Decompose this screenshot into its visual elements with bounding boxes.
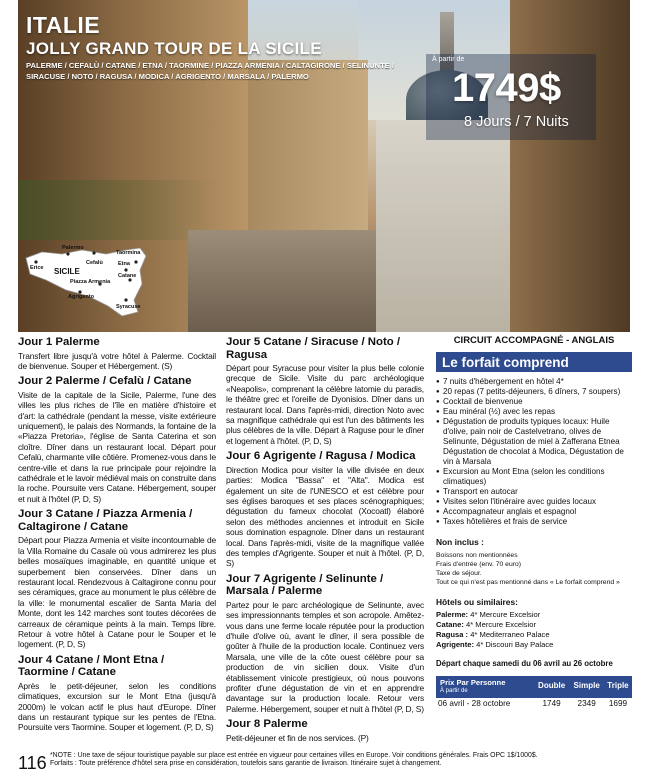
price-double: 1749 bbox=[542, 699, 561, 709]
map-label-palermo: Palermo bbox=[62, 245, 84, 251]
hotel-city: Catane: bbox=[436, 620, 464, 630]
day-title: Jour 3 Catane / Piazza Armenia / Caltagirone / Catane bbox=[18, 508, 193, 533]
forfait-item: ● 7 nuits d'hébergement en hôtel 4* bbox=[436, 377, 632, 387]
price-prefix: À partir de bbox=[432, 56, 465, 63]
map-label-catane: Catane bbox=[118, 273, 137, 279]
day-text: Partez pour le parc archéologique de Selinunte, avec ses impressionnants temples et son acropole. Amêtez-vous dans une ferme locale réputée pour la production d'huile d'olive où, avant le dîner, il sera possible de goûter à l'huile de la production locale. Continuez vers Marsala, une ville de la côte ouest célèbre pour sa production de vin sicilien doux. Visite d'un établissement vinicole prestigieux, où nous pouvons profiter d'une dégustation de vin et en apprendre davantage sur la production locale. Retour vers Palerme. Hébergement, souper et nuit à l'hôtel (P, D, S) bbox=[226, 599, 424, 714]
package-column bbox=[436, 336, 632, 712]
day-text: Petit-déjeuner et fin de nos services. (P) bbox=[226, 732, 369, 743]
sicily-map bbox=[22, 234, 156, 322]
forfait-item: ● Taxes hôtelières et frais de service bbox=[436, 517, 632, 527]
map-label-region: SICILE bbox=[54, 267, 80, 276]
map-label-taormina: Taormina bbox=[116, 250, 141, 256]
day-title: Jour 4 Catane / Mont Etna / Taormine / Catane bbox=[18, 653, 165, 679]
itinerary-column-2 bbox=[226, 336, 424, 743]
day-text: Départ pour Piazza Armenia et visite incontournable de la Villa Romaine du Casale où vous admirerez les plus belles mosaïques imaginable, en quantité unique et superbement bien conservées. Dîner dans un restaurant local. Rendezvous à Caltagirone connu pour ses céramiques, grace au monument le plus célèbre de la ville: le monumental escalier de Santa Maria del Monte, dont les 142 marches sont toutes décorées de carreaux de céramique peints à la main. Temps libre. Retour à votre hôtel à Catane pour le Souper et le logement. (P, D, S) bbox=[18, 535, 216, 650]
non-inclus-list bbox=[436, 551, 632, 587]
non-inclus-item: Taxe de séjour. bbox=[436, 569, 482, 577]
day-title: Jour 6 Agrigente / Ragusa / Modica bbox=[226, 450, 416, 463]
forfait-list bbox=[436, 377, 632, 527]
non-inclus-item: Tout ce qui n'est pas mentionné dans « Le forfait comprend » bbox=[436, 578, 620, 586]
forfait-item: ● Accompagnateur anglais et espagnol bbox=[436, 507, 632, 517]
footer-note bbox=[50, 752, 632, 768]
map-label-erice: Erice bbox=[30, 265, 44, 271]
hotel-name: 4* Discouri Bay Palace bbox=[476, 640, 554, 650]
destination-title: ITALIE bbox=[26, 12, 101, 38]
day-title: Jour 2 Palerme / Cefalù / Catane bbox=[18, 375, 192, 388]
day-text: Départ pour Syracuse pour visiter la plus belle colonie grecque de Sicile. Visite du parc archéologique «Neapolis», comprenant la célèbre latomie du paradis, le théâtre grec et l'oreille de Dyonisios. Dîner dans un restaurant local. Dans l'après-midi, direction Noto avec sa magnifique cathédrale qui est l'un des bâtiments les plus célèbres de la ville. Départ à Raguse pour le dîner et logement à l'hôtel. (P, D, S) bbox=[226, 363, 424, 446]
tour-cities: PALERME / CEFALÙ / CATANE / ETNA / TAORMINE / PIAZZA ARMENIA / CALTAGIRONE / SELINUNTE / SIRACUSE / NOTO / RAGUSA / MODICA / AGRIGENTO / MARSALA / PALERMO bbox=[26, 61, 395, 81]
day-title: Jour 1 Palerme bbox=[18, 336, 100, 348]
hotel-city: Agrigente: bbox=[436, 640, 474, 650]
hotel-row bbox=[436, 610, 632, 620]
day-text: Direction Modica pour visiter la ville divisée en deux parties: Modica "Bassa" et "Alta". Modica est également un site de l'UNESCO et est célèbre pour ses églises baroques et ses places scénographiques; dégustation du fameux chocolat (Xocoatl) élaboré selon des méthodes anciennes et introduit en Sicile sous domination espagnole. Dîner dans un restaurant local. Dans l'après-midi, visite de la magnifique vallée des temples d'Agrigente. Souper et nuit à l'hôtel. (P, D, S) bbox=[226, 464, 424, 569]
day-text: Après le petit-déjeuner, selon les conditions climatiques, excursion sur le Mont Etna (jusqu'à 2000m) le volcan actif le plus haut d'Europe. Dîner dans un restaurant typique sur les pentes de l'Etna. Poursuite vers Taormine. Souper et logement. (P, D, S) bbox=[18, 680, 216, 733]
forfait-header: Le forfait comprend bbox=[436, 352, 632, 372]
hotels-list bbox=[436, 610, 632, 650]
departure-info: Départ chaque samedi du 06 avril au 26 octobre bbox=[436, 659, 613, 669]
page-number: 116 bbox=[18, 753, 47, 773]
day-text: Visite de la capitale de la Sicile, Palerme, l'une des villes les plus riches de l'île en matière d'histoire et d'art: la cathédrale (pendant la messe, visite extérieure uniquement), le palais des Normands, la fontaine de la «Piazza Pretoria», l'église de Santa Caterina et son cloître. Dîner dans un restaurant local. Départ pour Cefalù, charmante ville côtière. Promenez-vous dans le centre-ville et dans la rue principale pour rejoindre la cathédrale et le lavoir médiéval mais on construite dans la roche. Poursuite vers Catane. Hébergement, souper et nuit à l'hôtel (P, D, S) bbox=[18, 389, 216, 504]
map-label-cefalu: Cefalù bbox=[86, 260, 103, 266]
price-table-header-label: Prix Par Personne bbox=[440, 677, 506, 687]
hotel-name: 4* Mediterraneo Palace bbox=[470, 630, 550, 640]
price-simple: 2349 bbox=[577, 699, 596, 709]
footer-note-line-1: *NOTE : Une taxe de séjour touristique payable sur place est entrée en vigueur pour certaines villes en Europe. Voir conditions générales. Frais OPC 1$/1000$. bbox=[50, 752, 538, 759]
itinerary-column-1 bbox=[18, 336, 216, 733]
map-label-agrigento: Agrigento bbox=[68, 294, 94, 300]
map-label-piazza-armenia: Piazza Armenia bbox=[70, 279, 111, 285]
forfait-item: ● Excursion au Mont Etna (selon les conditions climatiques) bbox=[436, 467, 632, 487]
price-table-header bbox=[436, 676, 534, 698]
non-inclus-item: Frais d'entrée (env. 70 euro) bbox=[436, 560, 522, 568]
tour-duration: 8 Jours / 7 Nuits bbox=[464, 114, 569, 130]
price-table-header-sub: À partir de bbox=[440, 687, 468, 694]
price-period: 06 avril - 28 octobre bbox=[438, 699, 511, 709]
footer-note-line-2: Forfaits : Toute préférence d'hôtel sera prise en considération, toutefois sans garantie de livraison. Itinéraire sujet à changement. bbox=[50, 760, 442, 767]
map-label-etna: Etna bbox=[118, 261, 130, 267]
map-label-syracuse: Syracuse bbox=[116, 304, 141, 310]
price-value: 1749$ bbox=[452, 66, 561, 110]
hotel-row bbox=[436, 640, 632, 650]
hotel-name: 4* Mercure Excelsior bbox=[465, 620, 537, 630]
forfait-item: ● Visites selon l'itinéraire avec guides locaux bbox=[436, 497, 632, 507]
hotels-title: Hôtels ou similaires: bbox=[436, 596, 518, 607]
tour-title: JOLLY GRAND TOUR DE LA SICILE bbox=[26, 39, 322, 58]
hotel-city: Ragusa : bbox=[436, 630, 469, 640]
forfait-item: ● Transport en autocar bbox=[436, 487, 632, 497]
forfait-item: ● Dégustation de produits typiques locaux: Huile d'olive, pain noir de Castelvetrano, olives de Selinunte, Dégustation de miel à Zafferana Etnea Dégustation de chocolat à Modica, Dégustation de vin à Marsala bbox=[436, 417, 632, 467]
price-table-col-triple: Triple bbox=[604, 676, 632, 698]
forfait-item: ● Cocktail de bienvenue bbox=[436, 397, 632, 407]
price-table bbox=[436, 676, 632, 712]
hotel-row bbox=[436, 620, 632, 630]
hero-building-right bbox=[510, 0, 630, 332]
forfait-item: ● Eau minéral (½) avec les repas bbox=[436, 407, 632, 417]
price-table-col-simple: Simple bbox=[569, 676, 603, 698]
day-text: Transfert libre jusqu'à votre hôtel à Palerme. Cocktail de bienvenue. Souper et Hébergement. (S) bbox=[18, 350, 216, 371]
day-title: Jour 7 Agrigente / Selinunte / Marsala / Palerme bbox=[226, 572, 384, 598]
table-row bbox=[436, 698, 632, 712]
hotel-row bbox=[436, 630, 632, 640]
circuit-label: CIRCUIT ACCOMPAGNÉ - ANGLAIS bbox=[453, 335, 615, 346]
day-title: Jour 5 Catane / Siracuse / Noto / Ragusa bbox=[226, 336, 401, 361]
price-triple: 1699 bbox=[608, 699, 628, 709]
hotel-name: 4* Mercure Excelsior bbox=[470, 610, 541, 620]
non-inclus-title: Non inclus : bbox=[436, 537, 484, 548]
forfait-item: ● 20 repas (7 petits-déjeuners, 6 dîners, 7 soupers) bbox=[436, 387, 632, 397]
price-table-col-double: Double bbox=[534, 676, 570, 698]
day-title: Jour 8 Palerme bbox=[226, 718, 308, 731]
non-inclus-item: Boissons non mentionnées bbox=[436, 551, 518, 559]
hero-cathedral bbox=[376, 120, 526, 332]
hotel-city: Palerme: bbox=[436, 610, 469, 620]
